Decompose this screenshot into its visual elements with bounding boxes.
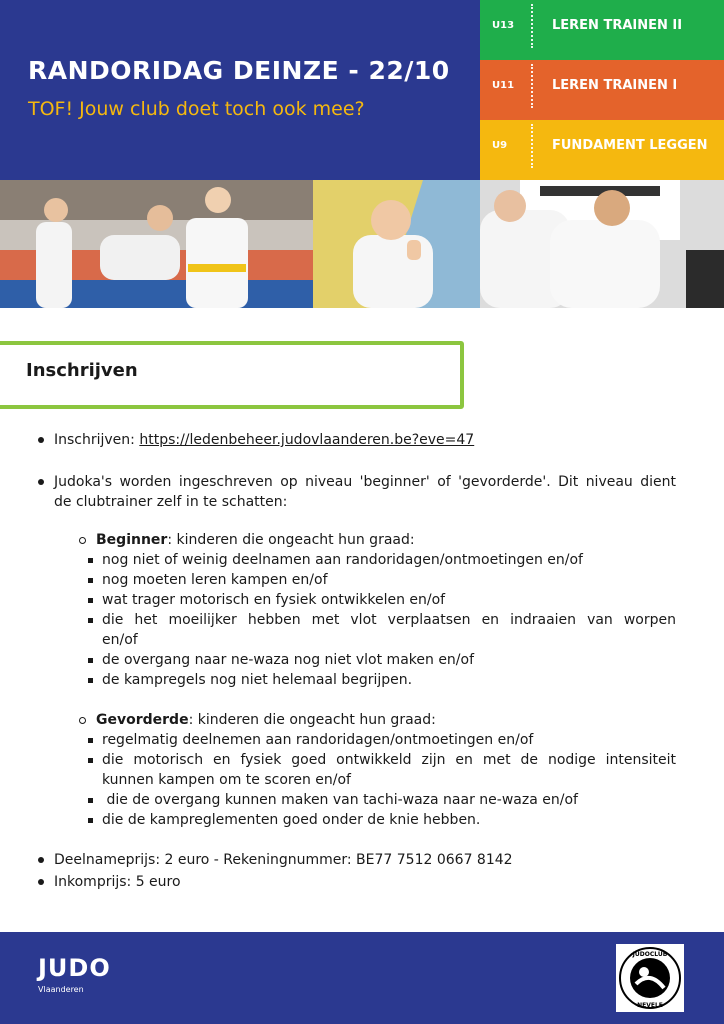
beginner-item: nog niet of weinig deelnamen aan randoridagen/ontmoetingen en/of (102, 552, 583, 568)
level-u9 (480, 120, 724, 180)
level-label: LEREN TRAINEN II (552, 18, 683, 33)
advanced-item: die motorisch en fysiek goed ontwikkeld zijn en met de nodige intensiteit (102, 752, 676, 768)
square-bullet (88, 798, 93, 803)
square-bullet (88, 618, 93, 623)
square-bullet (88, 758, 93, 763)
square-bullet (88, 818, 93, 823)
level-code: U11 (492, 80, 515, 91)
dotted-divider (531, 4, 533, 48)
square-bullet (88, 658, 93, 663)
photo-thumbs-up-child (313, 180, 480, 308)
square-bullet (88, 598, 93, 603)
beginner-term: Beginner (96, 532, 168, 548)
level-code: U13 (492, 20, 515, 31)
square-bullet (88, 558, 93, 563)
club-logo-top-text: JUDOCLUB (632, 951, 668, 958)
beginner-item: nog moeten leren kampen en/of (102, 572, 328, 588)
sub-bullet (79, 717, 86, 724)
level-intro-line-1: Judoka's worden ingeschreven op niveau 'beginner' of 'gevorderde'. Dit niveau dient (54, 474, 676, 490)
advanced-heading (96, 710, 436, 730)
judoclub-nevele-logo (616, 944, 684, 1012)
judo-vlaanderen-logo: JUDO (38, 954, 111, 982)
register-line (54, 430, 474, 450)
level-u13 (480, 0, 724, 60)
beginner-item: wat trager motorisch en fysiek ontwikkelen en/of (102, 592, 446, 608)
section-title: Inschrijven (26, 360, 138, 381)
photo-strip (0, 180, 724, 308)
register-link[interactable]: https://ledenbeheer.judovlaanderen.be?eve=47 (139, 432, 475, 448)
level-u11 (480, 60, 724, 120)
level-code: U9 (492, 140, 508, 151)
bullet (38, 479, 44, 485)
sub-bullet (79, 537, 86, 544)
beginner-item: de kampregels nog niet helemaal begrijpen. (102, 672, 413, 688)
beginner-item: de overgang naar ne-waza nog niet vlot maken en/of (102, 652, 475, 668)
square-bullet (88, 738, 93, 743)
advanced-desc: : kinderen die ongeacht hun graad: (188, 712, 436, 728)
bullet (38, 437, 44, 443)
advanced-item: die de overgang kunnen maken van tachi-waza naar ne-waza en/of (102, 792, 578, 808)
photo-judo-group (0, 180, 313, 308)
register-label: Inschrijven: (54, 432, 135, 448)
footer-banner (0, 932, 724, 1024)
judo-vlaanderen-logo-sub: Vlaanderen (38, 985, 84, 994)
photo-judo-hold (480, 180, 724, 308)
beginner-desc: : kinderen die ongeacht hun graad: (167, 532, 415, 548)
advanced-term: Gevorderde (96, 712, 189, 728)
header-banner (0, 0, 480, 180)
bullet (38, 857, 44, 863)
dotted-divider (531, 64, 533, 108)
club-logo-bottom-text: NEVELE (637, 1002, 663, 1009)
beginner-item-continued: en/of (102, 632, 138, 648)
level-label: LEREN TRAINEN I (552, 78, 678, 93)
square-bullet (88, 678, 93, 683)
advanced-item: regelmatig deelnemen aan randoridagen/ontmoetingen en/of (102, 732, 534, 748)
entry-price: Inkomprijs: 5 euro (54, 874, 181, 890)
square-bullet (88, 578, 93, 583)
dotted-divider (531, 124, 533, 168)
bullet (38, 879, 44, 885)
level-intro-line-2: de clubtrainer zelf in te schatten: (54, 494, 288, 510)
advanced-item: die de kampreglementen goed onder de knie hebben. (102, 812, 481, 828)
participation-price: Deelnameprijs: 2 euro - Rekeningnummer: BE77 7512 0667 8142 (54, 852, 513, 868)
beginner-item: die het moeilijker hebben met vlot verplaatsen en indraaien van worpen (102, 612, 676, 628)
beginner-heading (96, 530, 415, 550)
advanced-item-continued: kunnen kampen om te scoren en/of (102, 772, 351, 788)
level-label: FUNDAMENT LEGGEN (552, 138, 708, 153)
age-levels (480, 0, 724, 180)
page-subtitle: TOF! Jouw club doet toch ook mee? (28, 98, 365, 120)
page-title: RANDORIDAG DEINZE - 22/10 (28, 56, 450, 85)
